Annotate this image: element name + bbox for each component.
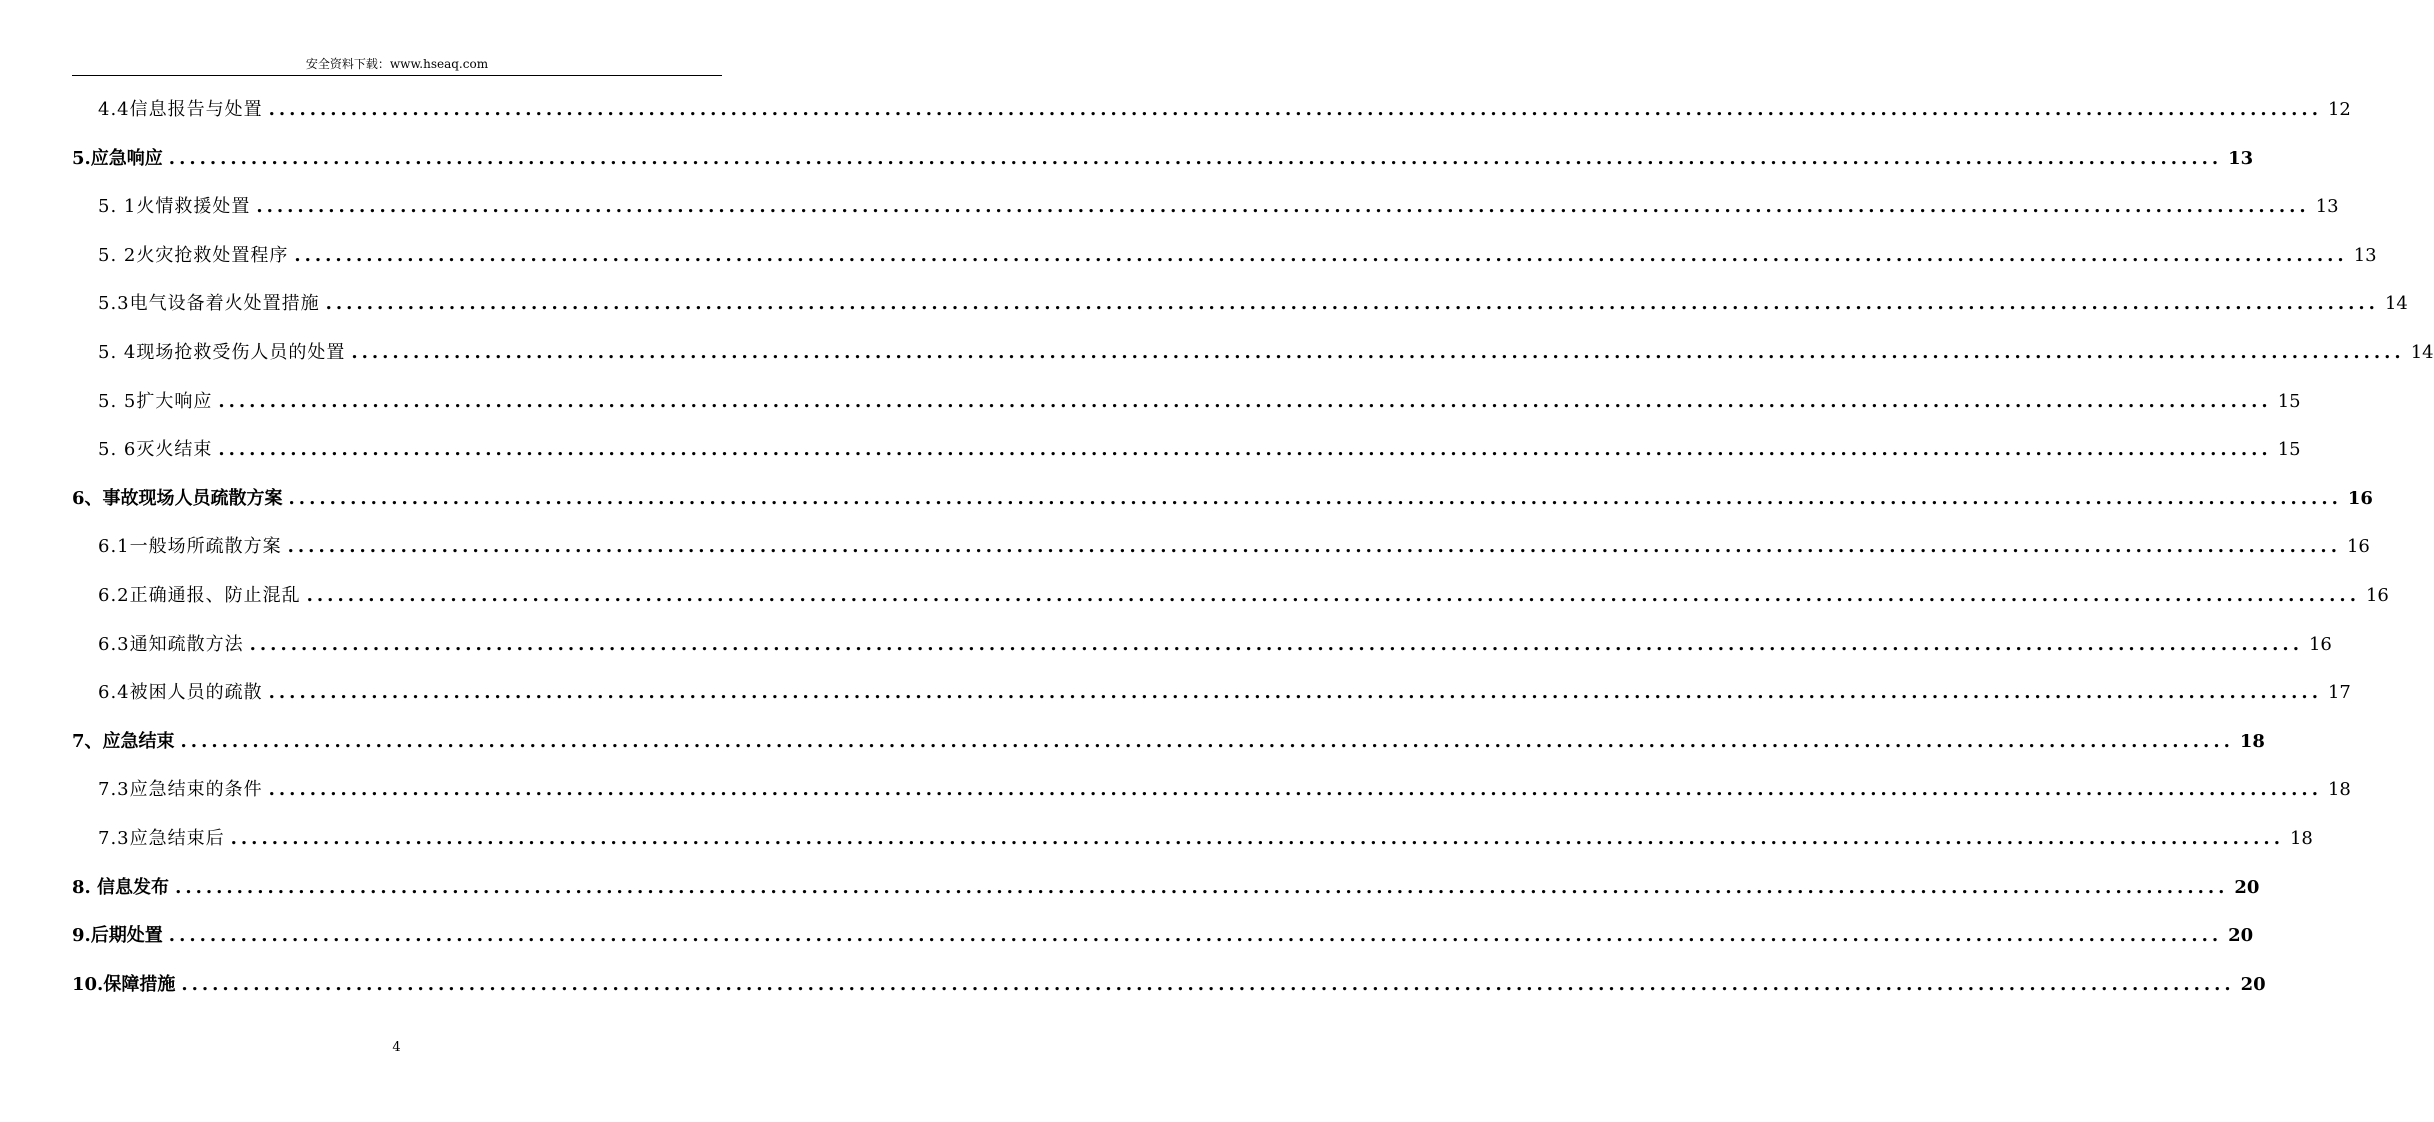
toc-entry-page: 18: [2289, 828, 2313, 849]
toc-entry[interactable]: [98, 338, 2434, 368]
toc-entry-page: 16: [2346, 536, 2370, 558]
toc-entry-label: 6.3通知疏散方法: [98, 633, 244, 655]
toc-entry[interactable]: [98, 678, 2351, 708]
toc-entry-label: 5. 1火情救援处置: [98, 196, 251, 218]
toc-entry[interactable]: [72, 970, 2266, 1000]
toc-entry-label: 6.1一般场所疏散方案: [98, 536, 282, 558]
toc-dot-leader: ........................................................................................................................................................................................................: [268, 682, 2322, 704]
toc-entry-label: 5. 5扩大响应: [98, 390, 213, 412]
toc-entry-page: 18: [2239, 730, 2265, 752]
toc-entry-page: 20: [2240, 973, 2266, 995]
toc-dot-leader: ........................................................................................................................................................................................................: [168, 147, 2223, 169]
toc-entry[interactable]: [98, 241, 2377, 271]
toc-entry-page: 14: [2410, 342, 2434, 363]
toc-dot-leader: ........................................................................................................................................................................................................: [181, 973, 2235, 995]
toc-entry[interactable]: [98, 775, 2351, 805]
toc-entry-page: 13: [2228, 147, 2254, 169]
toc-entry-page: 20: [2234, 876, 2260, 898]
toc-dot-leader: ........................................................................................................................................................................................................: [218, 390, 2272, 412]
page-number: 4: [392, 1040, 401, 1055]
toc-entry[interactable]: [98, 435, 2301, 465]
toc-dot-leader: ........................................................................................................................................................................................................: [325, 293, 2379, 315]
toc-entry[interactable]: [98, 532, 2370, 562]
toc-dot-leader: ........................................................................................................................................................................................................: [218, 439, 2272, 461]
toc-entry-page: 16: [2347, 487, 2373, 509]
toc-entry-label: 8. 信息发布: [72, 876, 170, 898]
toc-entry-label: 7.3应急结束后: [98, 828, 225, 849]
toc-entry-page: 13: [2315, 196, 2339, 218]
toc-entry-label: 6.2正确通报、防止混乱: [98, 585, 301, 606]
toc-dot-leader: ........................................................................................................................................................................................................: [230, 828, 2284, 849]
toc-entry-label: 5. 6灭火结束: [98, 439, 213, 461]
toc-entry-page: 17: [2327, 682, 2351, 704]
toc-entry-page: 15: [2277, 439, 2301, 461]
toc-dot-leader: ........................................................................................................................................................................................................: [294, 244, 2348, 266]
toc-entry-page: 12: [2327, 99, 2351, 120]
toc-dot-leader: ........................................................................................................................................................................................................: [180, 730, 2234, 752]
toc-entry-label: 6、事故现场人员疏散方案: [72, 487, 283, 509]
page-header: 安全资料下载：www.hseaq.com: [305, 57, 489, 71]
toc-entry-page: 15: [2277, 390, 2301, 412]
toc-entry-label: 5. 2火灾抢救处置程序: [98, 244, 289, 266]
toc-entry-label: 4.4信息报告与处置: [98, 99, 263, 120]
toc-entry[interactable]: [72, 921, 2254, 951]
toc-dot-leader: ........................................................................................................................................................................................................: [256, 196, 2310, 218]
toc-entry-label: 5. 4现场抢救受伤人员的处置: [98, 342, 346, 363]
toc-entry-label: 5.3电气设备着火处置措施: [98, 293, 320, 315]
toc-entry[interactable]: [98, 630, 2332, 660]
toc-entry[interactable]: [72, 873, 2260, 903]
toc-entry-label: 7、应急结束: [72, 730, 175, 752]
toc-entry-page: 13: [2353, 244, 2377, 266]
toc-dot-leader: ........................................................................................................................................................................................................: [168, 925, 2223, 947]
toc-entry-page: 18: [2327, 779, 2351, 801]
toc-dot-leader: ........................................................................................................................................................................................................: [287, 536, 2341, 558]
toc-dot-leader: ........................................................................................................................................................................................................: [249, 633, 2303, 655]
toc-entry[interactable]: [98, 824, 2313, 854]
toc-entry[interactable]: [98, 289, 2408, 319]
toc-entry[interactable]: [98, 387, 2301, 417]
toc-dot-leader: ........................................................................................................................................................................................................: [288, 487, 2342, 509]
toc-entry[interactable]: [98, 581, 2389, 611]
toc-entry-label: 10.保障措施: [72, 973, 176, 995]
toc-entry[interactable]: [72, 484, 2373, 514]
toc-entry[interactable]: [72, 727, 2265, 757]
toc-entry-label: 5.应急响应: [72, 147, 163, 169]
toc-entry[interactable]: [98, 95, 2351, 125]
toc-entry[interactable]: [72, 144, 2254, 174]
toc-entry-page: 16: [2365, 585, 2389, 606]
toc-entry-page: 16: [2308, 633, 2332, 655]
toc-entry-label: 6.4被困人员的疏散: [98, 682, 263, 704]
toc-entry-label: 7.3应急结束的条件: [98, 779, 263, 801]
toc-dot-leader: ........................................................................................................................................................................................................: [306, 585, 2360, 606]
toc-dot-leader: ........................................................................................................................................................................................................: [175, 876, 2229, 898]
toc-entry-label: 9.后期处置: [72, 925, 163, 947]
toc-dot-leader: ........................................................................................................................................................................................................: [351, 342, 2405, 363]
toc-dot-leader: ........................................................................................................................................................................................................: [268, 99, 2322, 120]
toc-entry-page: 14: [2384, 293, 2408, 315]
toc-dot-leader: ........................................................................................................................................................................................................: [268, 779, 2322, 801]
toc-entry-page: 20: [2228, 925, 2254, 947]
toc-entry[interactable]: [98, 192, 2339, 222]
